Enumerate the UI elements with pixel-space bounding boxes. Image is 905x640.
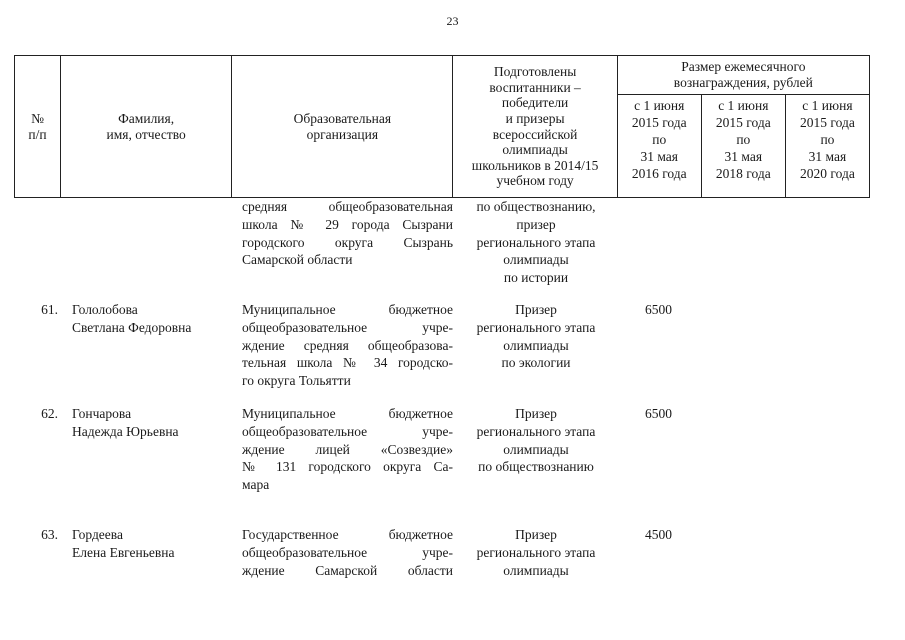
header-award-title: Размер ежемесячного вознаграждения, рублей (617, 56, 869, 95)
award-2016-cell: 4500 (645, 527, 672, 542)
row-number: 61. (41, 302, 58, 317)
prepared-cell: по обществознанию, призер регионального этапа олимпиады по истории (476, 199, 596, 286)
header-num: № п/п (15, 56, 61, 198)
prepared-cell: Призер регионального этапа олимпиады по обществознанию (476, 406, 596, 475)
table-header (14, 55, 870, 198)
row-number: 63. (41, 527, 58, 542)
header-name: Фамилия, имя, отчество (61, 56, 232, 198)
org-cell: Государственное бюджетное общеобразовательное учре- ждение Самарской области (242, 527, 453, 578)
page-number: 23 (446, 14, 459, 28)
prepared-cell: Призер регионального этапа олимпиады по экологии (476, 302, 596, 371)
header-org: Образовательная организация (232, 56, 453, 198)
org-cell: Муниципальное бюджетное общеобразовательное учре- ждение средняя общеобразова- тельная школа № 34 городско- го округа Тольятти (242, 302, 453, 389)
prepared-cell: Призер регионального этапа олимпиады (476, 527, 596, 578)
award-2016-cell: 6500 (645, 406, 672, 421)
header-award-2018: с 1 июня 2015 года по 31 мая 2018 года (701, 95, 785, 198)
org-cell: Муниципальное бюджетное общеобразовательное учре- ждение лицей «Созвездие» № 131 городского округа Са- мара (242, 406, 453, 493)
row-number: 62. (41, 406, 58, 421)
name-cell: Гончарова Надежда Юрьевна (72, 406, 179, 439)
org-cell: средняя общеобразовательная школа № 29 города Сызрани городского округа Сызрань Самарской области (242, 199, 453, 268)
header-award-2020: с 1 июня 2015 года по 31 мая 2020 года (785, 95, 869, 198)
name-cell: Гололобова Светлана Федоровна (72, 302, 192, 335)
header-prepared: Подготовлены воспитанники – победители и призеры всероссийской олимпиады школьников в 2014/15 учебном году (453, 56, 617, 198)
award-2016-cell: 6500 (645, 302, 672, 317)
name-cell: Гордеева Елена Евгеньевна (72, 527, 175, 560)
header-award-2016: с 1 июня 2015 года по 31 мая 2016 года (617, 95, 701, 198)
